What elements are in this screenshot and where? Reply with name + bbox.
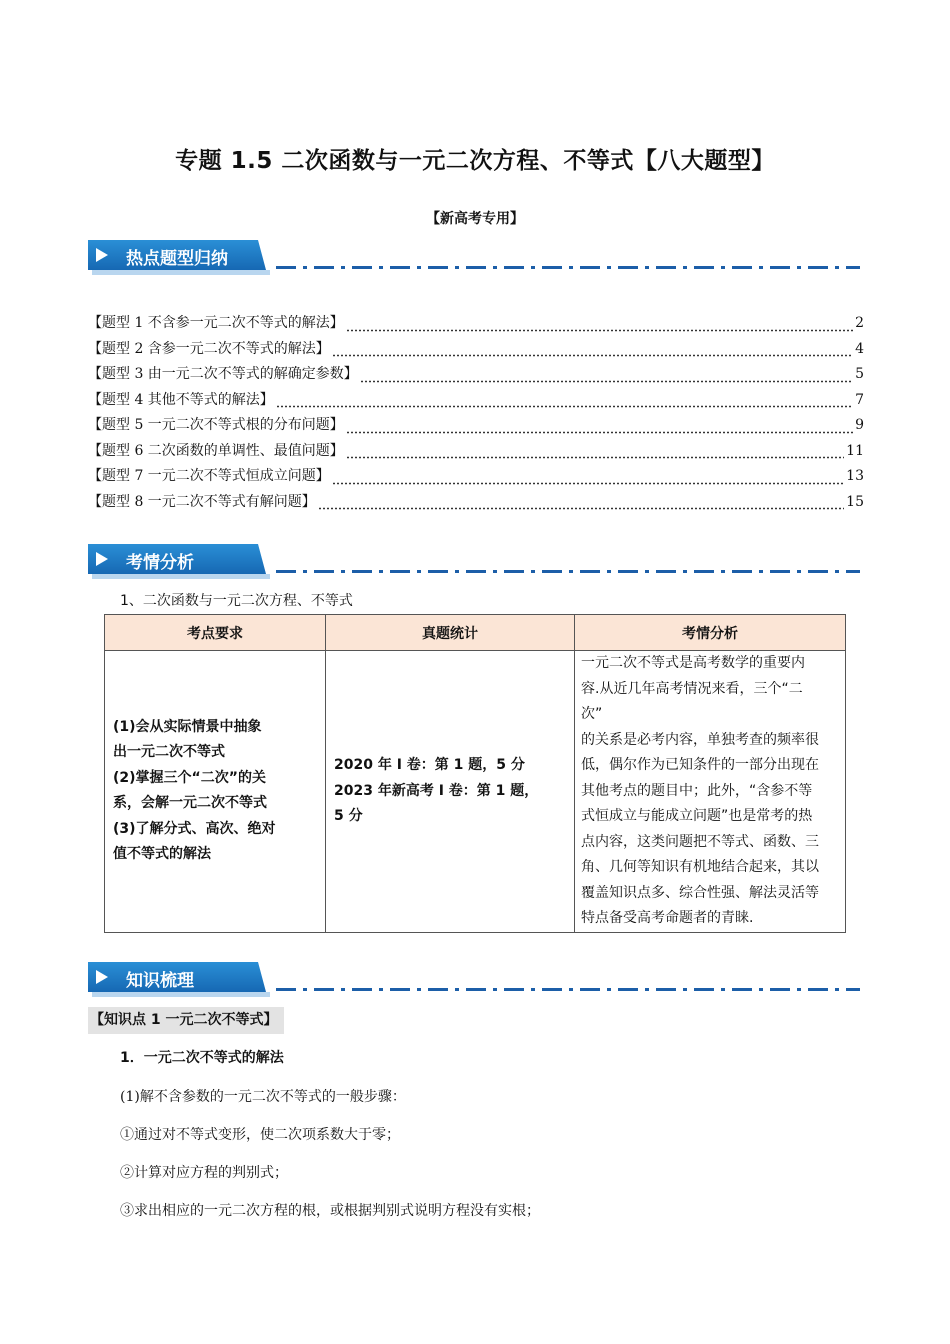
section-heading: 1、二次函数与一元二次方程、不等式: [120, 593, 353, 609]
knowledge-paragraph: ②计算对应方程的判别式；: [120, 1165, 288, 1181]
play-arrow-icon: [96, 248, 108, 262]
banner-hot-topics: [88, 240, 868, 276]
toc-item[interactable]: 【题型 4 其他不等式的解法】 7: [88, 391, 864, 408]
banner-exam-analysis: [88, 544, 868, 580]
play-arrow-icon: [96, 970, 108, 984]
stats-cell: 2020 年 I 卷：第 1 题，5 分 2023 年新高考 I 卷：第 1 题， 5 分: [326, 651, 575, 933]
knowledge-paragraph: (1)解不含参数的一元二次不等式的一般步骤：: [120, 1089, 406, 1105]
dashed-divider: [276, 988, 860, 991]
play-arrow-icon: [96, 552, 108, 566]
toc-item[interactable]: 【题型 6 二次函数的单调性、最值问题】 11: [88, 442, 864, 459]
toc-item[interactable]: 【题型 5 一元二次不等式根的分布问题】 9: [88, 417, 864, 433]
page-title: 专题 1.5 二次函数与一元二次方程、不等式【八大题型】: [175, 148, 775, 174]
banner-label: 考情分析: [126, 553, 194, 573]
toc-item[interactable]: 【题型 2 含参一元二次不等式的解法】 4: [88, 340, 864, 357]
knowledge-point-tag: 【知识点 1 一元二次不等式】: [88, 1007, 284, 1034]
toc-item[interactable]: 【题型 7 一元二次不等式恒成立问题】 13: [88, 468, 864, 484]
table-of-contents: [88, 312, 864, 516]
banner-label: 热点题型归纳: [126, 249, 228, 269]
requirements-cell: (1)会从实际情景中抽象 出一元二次不等式 (2)掌握三个“二次”的关 系，会解一元二次不等式 (3)了解分式、高次、绝对 值不等式的解法: [105, 651, 326, 933]
dashed-divider: [276, 266, 860, 269]
table-header: 考点要求: [105, 615, 326, 651]
table-header: 真题统计: [326, 615, 575, 651]
toc-item[interactable]: 【题型 3 由一元二次不等式的解确定参数】 5: [88, 366, 864, 382]
page-subtitle: 【新高考专用】: [426, 211, 524, 227]
table-header: 考情分析: [575, 615, 846, 651]
exam-analysis-table: [104, 614, 846, 933]
knowledge-paragraph: ③求出相应的一元二次方程的根，或根据判别式说明方程没有实根；: [120, 1203, 540, 1219]
knowledge-heading: 1．一元二次不等式的解法: [120, 1050, 284, 1066]
banner-label: 知识梳理: [126, 971, 194, 991]
banner-knowledge: [88, 962, 868, 998]
dashed-divider: [276, 570, 860, 573]
toc-item[interactable]: 【题型 8 一元二次不等式有解问题】 15: [88, 493, 864, 510]
toc-item[interactable]: 【题型 1 不含参一元二次不等式的解法】 2: [88, 315, 864, 331]
knowledge-paragraph: ①通过对不等式变形，使二次项系数大于零；: [120, 1127, 400, 1143]
analysis-cell: 一元二次不等式是高考数学的重要内 容.从近几年高考情况来看，三个“二 次” 的关系是必考内容，单独考查的频率很 低，偶尔作为已知条件的一部分出现在 其他考点的题目中；此外，“含参不等 式恒成立与能成立问题”也是常考的热 点内容，这类问题把不等式、函数、三 角、几何等知识有机地结合起来，其以 覆盖知识点多、综合性强、解法灵活等 特点备受高考命题者的青睐.: [575, 651, 846, 933]
